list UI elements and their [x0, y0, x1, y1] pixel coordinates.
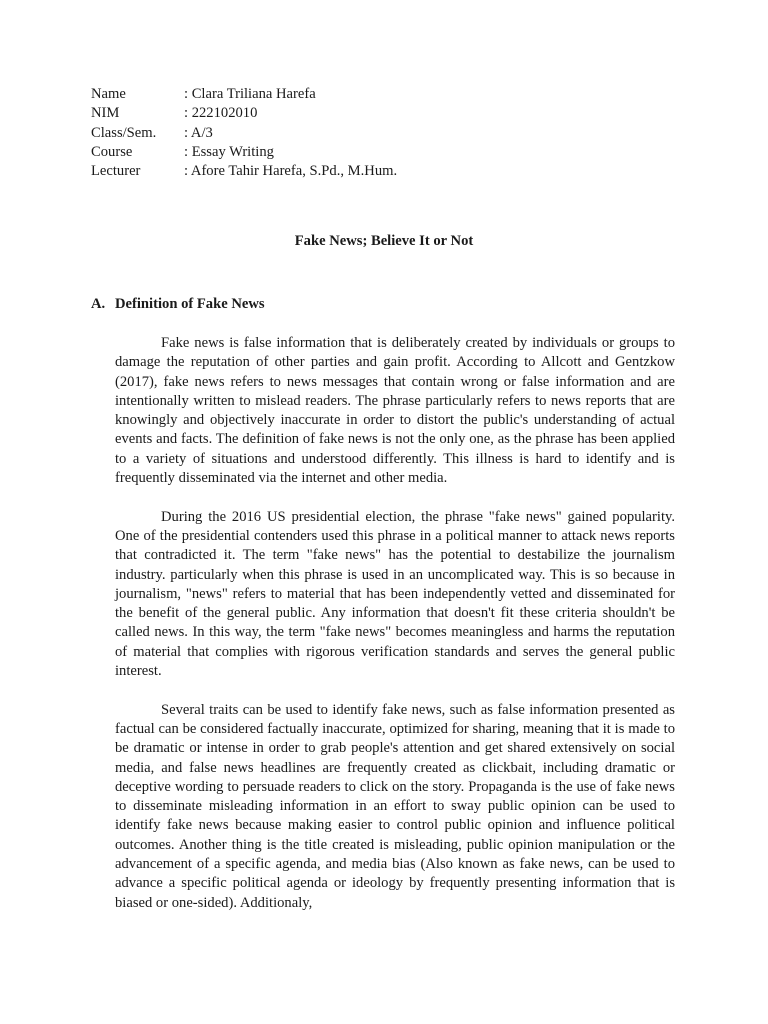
header-label: NIM — [91, 105, 120, 122]
header-row-lecturer — [91, 162, 397, 181]
section-letter: A. — [91, 296, 106, 312]
essay-body — [115, 334, 675, 932]
header-value: : A/3 — [184, 124, 213, 143]
section-heading — [91, 295, 265, 314]
paragraph: During the 2016 US presidential election, the phrase "fake news" gained popularity. One of the presidential contenders used this phrase in a political manner to attack news reports that contradicted it. The term "fake news" has the potential to destabilize the journalism industry. particularly when this phrase is used in an uncomplicated way. This is so because in journalism, "news" refers to material that has been independently vetted and disseminated for the benefit of the general public. Any information that doesn't fit these criteria shouldn't be called news. In this way, the term "fake news" becomes meaningless and harms the reputation of material that complies with rigorous verification standards and serves the general public interest. — [115, 508, 675, 680]
header-value: : Essay Writing — [184, 143, 274, 162]
header-value: : Clara Triliana Harefa — [184, 85, 316, 104]
paragraph: Several traits can be used to identify fake news, such as false information presented as factual can be considered factually inaccurate, optimized for sharing, meaning that it is made to be dramatic or intense in order to grab people's attention and get shared extensively on social media, and false news headlines are frequently created as clickbait, including dramatic or deceptive wording to persuade readers to click on the story. Propaganda is the use of fake news to disseminate misleading information in an effort to sway public opinion can be used to identify fake news because making easier to control public opinion and influence political outcomes. Another thing is the title created is misleading, public opinion manipulation or the advancement of a specific agenda, and media bias (Also known as fake news, can be used to advance a specific political agenda or ideology by frequently presenting information that is biased or one-sided). Additionaly, — [115, 701, 675, 911]
header-value: : 222102010 — [184, 104, 257, 123]
paragraph: Fake news is false information that is deliberately created by individuals or groups to damage the reputation of other parties and gain profit. According to Allcott and Gentzkow (2017), fake news refers to news messages that contain wrong or false information and are intentionally written to mislead readers. The phrase particularly refers to news reports that are knowingly and objectively inaccurate in order to distort the public's understanding of actual events and facts. The definition of fake news is not the only one, as the phrase has been applied to a variety of situations and understood differently. This illness is hard to identify and is frequently disseminated via the internet and other media. — [115, 335, 675, 487]
section-heading-text: Definition of Fake News — [115, 296, 265, 312]
header-label: Course — [91, 143, 133, 160]
document-title: Fake News; Believe It or Not — [294, 233, 474, 249]
header-label: Lecturer — [91, 163, 141, 180]
student-info-header — [91, 85, 397, 181]
header-row-nim — [91, 104, 397, 123]
header-row-name — [91, 85, 397, 104]
header-row-class — [91, 124, 397, 143]
header-value: : Afore Tahir Harefa, S.Pd., M.Hum. — [184, 162, 397, 181]
header-label: Class/Sem. — [91, 124, 157, 141]
header-row-course — [91, 143, 397, 162]
header-label: Name — [91, 86, 126, 102]
